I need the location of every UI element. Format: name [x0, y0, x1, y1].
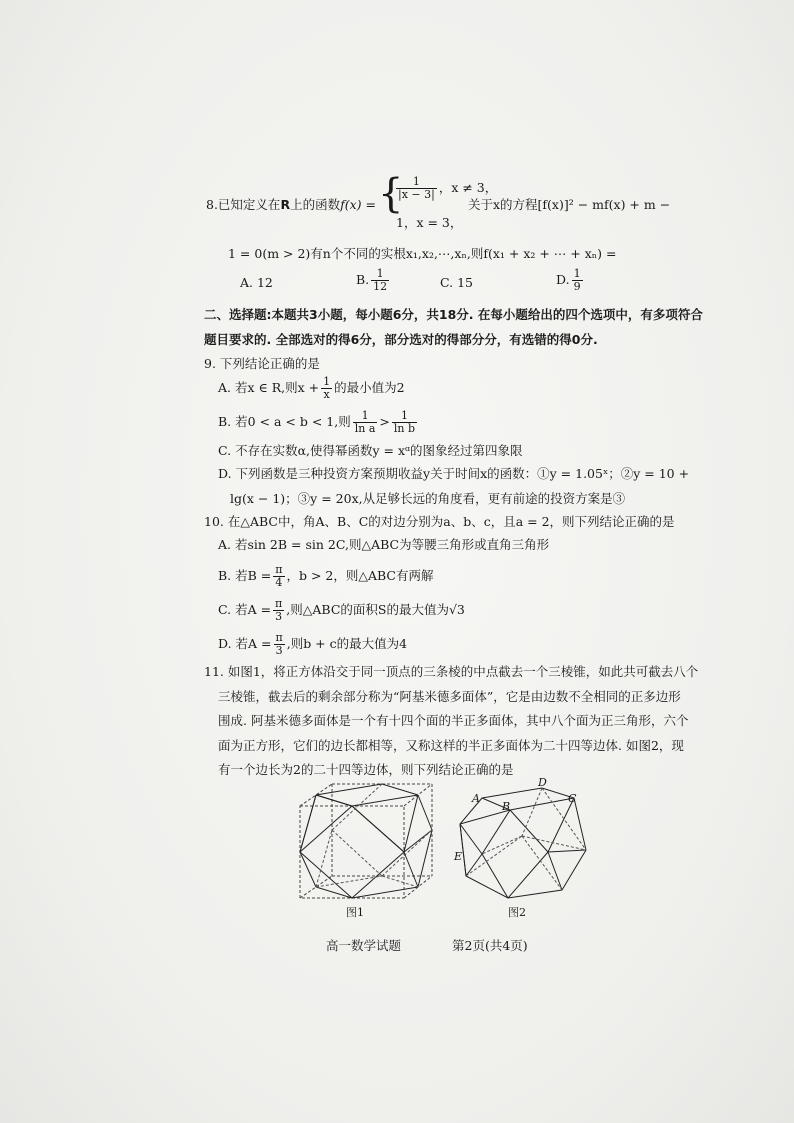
footer-subject: 高一数学试题 [326, 938, 402, 953]
figure-2-label-c: C [568, 792, 577, 805]
fraction-numerator: π [275, 597, 283, 610]
fraction-numerator: 1 [371, 268, 389, 281]
q9-option-d-line1: D. 下列函数是三种投资方案预期收益y关于时间x的函数：①y = 1.05ˣ；②y = 10 + [218, 466, 690, 481]
q9-b-fraction1 [353, 410, 378, 435]
q10-stem: 10. 在△ABC中，角A、B、C的对边分别为a、b、c，且a = 2，则下列结论正确的是 [204, 514, 675, 529]
q8-function: f(x) = [340, 197, 376, 212]
q10-option-c [218, 598, 465, 623]
q10-d-text: D. 若A = [218, 636, 272, 651]
fraction-denominator: 9 [573, 280, 581, 293]
figure-2-label-d: D [538, 776, 547, 789]
q8-line1 [206, 196, 376, 214]
q10-c-text: C. 若A = [218, 602, 272, 617]
q9-a-fraction [321, 376, 332, 401]
fraction-numerator: π [275, 631, 283, 644]
section2-header-line2: 题目要求的. 全部选对的得6分，部分选对的得部分分，有选错的得0分. [204, 332, 598, 347]
q8-option-d [556, 268, 585, 293]
fraction-denominator: ln a [354, 422, 376, 435]
figure-2-label-e: E [454, 850, 463, 863]
fraction-numerator: 1 [573, 267, 581, 280]
q8-line1-tail: 关于x的方程[f(x)]² − mf(x) + m − [468, 197, 671, 212]
figure-2-label-b: B [502, 800, 511, 813]
q10-b-text: ，b > 2，则△ABC有两解 [286, 568, 434, 583]
fraction-denominator: 12 [373, 280, 388, 293]
q8-real-set: R [280, 197, 291, 212]
q11-line5: 有一个边长为2的二十四等边体，则下列结论正确的是 [218, 762, 514, 777]
q10-c-text: ,则△ABC的面积S的最大值为√3 [286, 602, 465, 617]
q10-b-fraction [273, 564, 284, 589]
q10-option-b [218, 564, 434, 589]
q10-d-text: ,则b + c的最大值为4 [286, 636, 408, 651]
q9-option-a [218, 376, 405, 401]
q9-option-c: C. 不存在实数α,使得幂函数y = xᵅ的图象经过第四象限 [218, 443, 523, 458]
q10-d-fraction [274, 632, 285, 657]
q8-option-b [356, 268, 391, 293]
q8-piece1-fraction [396, 176, 437, 201]
fraction-denominator: 3 [275, 644, 283, 657]
fraction-numerator: π [275, 563, 283, 576]
figure-1-cuboctahedron-in-cube [296, 780, 436, 904]
figure-2-label-a: A [472, 792, 480, 805]
q9-b-operator: > [379, 414, 390, 429]
q10-option-d [218, 632, 407, 657]
option-label: B. [356, 272, 370, 287]
q8-piece1-condition: ，x ≠ 3， [438, 180, 498, 195]
section2-header-line1: 二、选择题:本题共3小题，每小题6分，共18分. 在每小题给出的四个选项中，有多项符合 [204, 307, 703, 322]
q9-stem: 9. 下列结论正确的是 [204, 356, 320, 371]
figure-1-caption: 图1 [346, 906, 364, 919]
q9-option-b [218, 410, 419, 435]
footer-page-number: 第2页(共4页) [452, 938, 528, 953]
fraction-denominator: ln b [393, 422, 416, 435]
q11-line2: 三棱锥，截去后的剩余部分称为“阿基米德多面体”，它是由边数不全相同的正多边形 [218, 689, 681, 704]
q8-option-a: A. 12 [240, 275, 273, 290]
fraction-numerator: 1 [396, 176, 437, 189]
q8-text: 上的函数 [290, 197, 341, 212]
fraction-numerator: 1 [353, 410, 378, 423]
q11-line3: 围成. 阿基米德多面体是一个有十四个面的半正多面体，其中八个面为正三角形，六个 [218, 713, 689, 728]
q9-b-fraction2 [392, 410, 417, 435]
q8-piece2: 1，x = 3， [396, 215, 463, 230]
q8-option-c: C. 15 [440, 275, 473, 290]
fraction-numerator: 1 [392, 410, 417, 423]
fraction-denominator: |x − 3| [398, 188, 435, 201]
option-label: D. [556, 272, 570, 287]
q9-a-text: 的最小值为2 [334, 380, 405, 395]
fraction-denominator: x [323, 388, 330, 401]
q8-text: 8.已知定义在 [206, 197, 281, 212]
q9-option-d-line2: lg(x − 1)；③y = 20x,从足够长远的角度看，更有前途的投资方案是③ [230, 491, 626, 506]
figure-2-caption: 图2 [508, 906, 526, 919]
q9-a-text: A. 若x ∈ R,则x + [218, 380, 320, 395]
q10-option-a: A. 若sin 2B = sin 2C,则△ABC为等腰三角形或直角三角形 [218, 537, 550, 552]
q8-option-b-fraction [371, 268, 389, 293]
fraction-denominator: 4 [275, 576, 283, 589]
q8-piecewise-brace: { [378, 171, 404, 217]
fraction-denominator: 3 [275, 610, 283, 623]
q11-line4: 面为正方形，它们的边长都相等，又称这样的半正多面体为二十四等边体. 如图2，现 [218, 738, 684, 753]
q8-line2: 1 = 0(m > 2)有n个不同的实根x₁,x₂,⋯,xₙ,则f(x₁ + x₂ + ⋯ + xₙ) = [228, 246, 617, 261]
q10-c-fraction [273, 598, 284, 623]
fraction-numerator: 1 [323, 375, 331, 388]
q10-b-text: B. 若B = [218, 568, 272, 583]
q8-option-d-fraction [572, 268, 583, 293]
q11-line1: 11. 如图1，将正方体沿交于同一顶点的三条棱的中点截去一个三棱锥，如此共可截去八个 [204, 664, 699, 679]
q9-b-text: B. 若0 < a < b < 1,则 [218, 414, 351, 429]
